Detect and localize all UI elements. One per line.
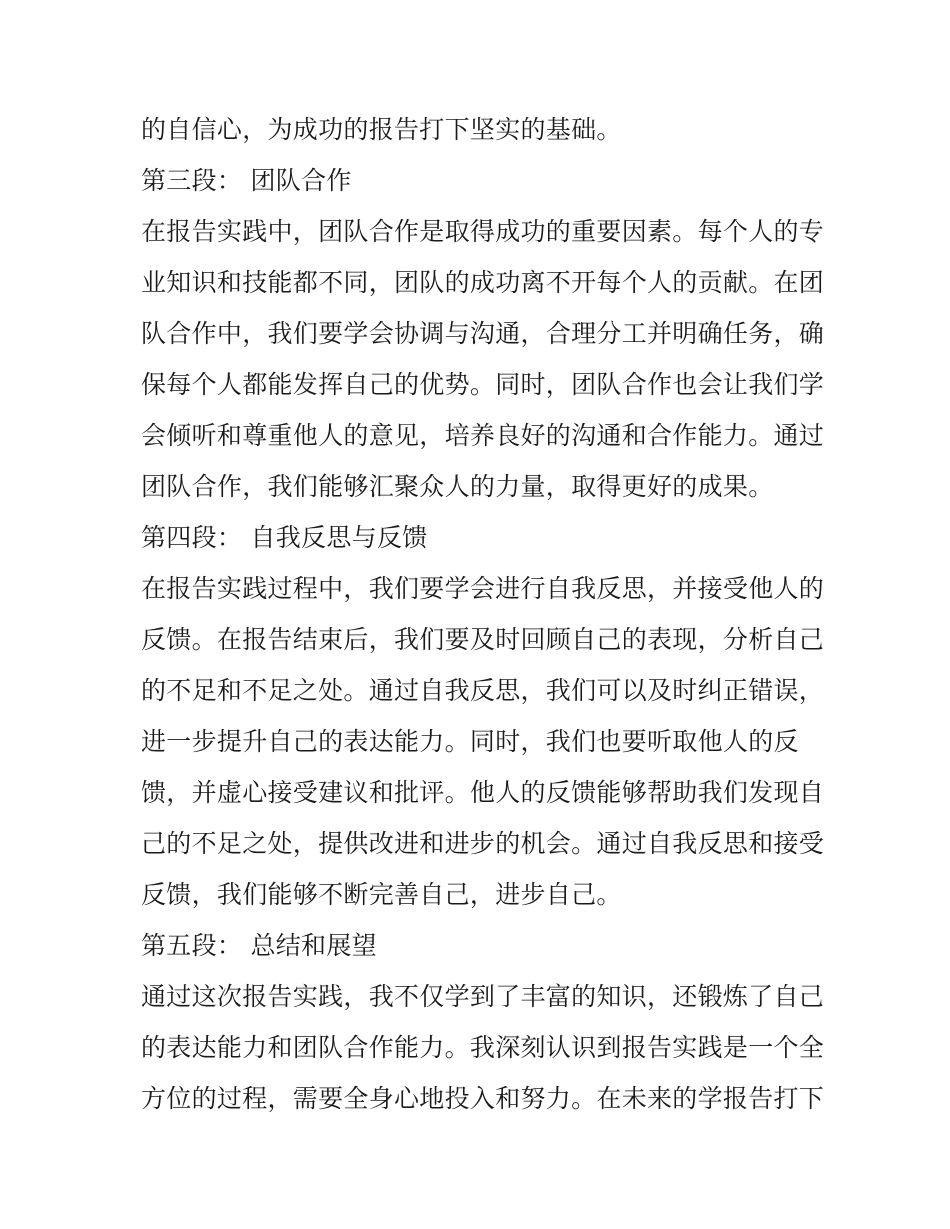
paragraph-line: 保每个人都能发挥自己的优势。同时，团队合作也会让我们学	[141, 370, 825, 399]
document-body	[141, 104, 825, 1124]
paragraph-line: 的不足和不足之处。通过自我反思，我们可以及时纠正错误，	[141, 676, 825, 705]
paragraph-line: 方位的过程，需要全身心地投入和努力。在未来的学报告打下	[141, 1084, 825, 1113]
section-heading-4: 第四段： 自我反思与反馈	[141, 523, 428, 552]
paragraph-line: 会倾听和尊重他人的意见，培养良好的沟通和合作能力。通过	[141, 421, 825, 450]
paragraph-line: 馈，并虚心接受建议和批评。他人的反馈能够帮助我们发现自	[141, 778, 825, 807]
paragraph-line: 的自信心，为成功的报告打下坚实的基础。	[141, 115, 622, 144]
paragraph-line: 进一步提升自己的表达能力。同时，我们也要听取他人的反	[141, 727, 799, 756]
section-heading-3: 第三段： 团队合作	[141, 166, 352, 195]
paragraph-line: 的表达能力和团队合作能力。我深刻认识到报告实践是一个全	[141, 1033, 825, 1062]
paragraph-line: 己的不足之处，提供改进和进步的机会。通过自我反思和接受	[141, 829, 825, 858]
paragraph-line: 反馈。在报告结束后，我们要及时回顾自己的表现，分析自己	[141, 625, 825, 654]
paragraph-line: 反馈，我们能够不断完善自己，进步自己。	[141, 880, 622, 909]
paragraph-line: 团队合作，我们能够汇聚众人的力量，取得更好的成果。	[141, 472, 774, 501]
paragraph-line: 业知识和技能都不同，团队的成功离不开每个人的贡献。在团	[141, 268, 825, 297]
section-heading-5: 第五段： 总结和展望	[141, 931, 377, 960]
paragraph-line: 队合作中，我们要学会协调与沟通，合理分工并明确任务，确	[141, 319, 825, 348]
paragraph-line: 通过这次报告实践，我不仅学到了丰富的知识，还锻炼了自己	[141, 982, 825, 1011]
paragraph-line: 在报告实践中，团队合作是取得成功的重要因素。每个人的专	[141, 217, 825, 246]
paragraph-line: 在报告实践过程中，我们要学会进行自我反思，并接受他人的	[141, 574, 825, 603]
